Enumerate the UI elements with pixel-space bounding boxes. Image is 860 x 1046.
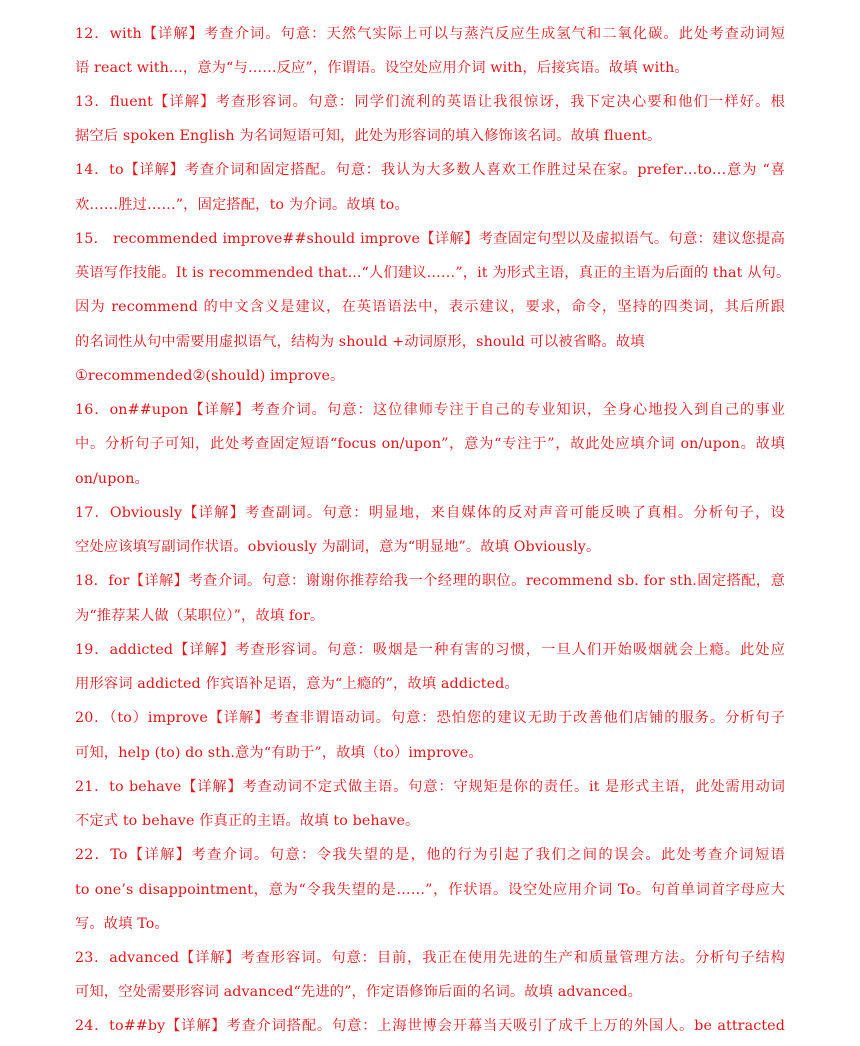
text-line: 22．To【详解】考查介词。句意：令我失望的是，他的行为引起了我们之间的误会。此处考查介词短语	[75, 847, 785, 863]
text-line: 用形容词 addicted 作宾语补足语，意为“上瘾的”，故填 addicted。	[75, 676, 519, 692]
text-line: 19．addicted【详解】考查形容词。句意：吸烟是一种有害的习惯，一旦人们开始吸烟就会上瘾。此处应	[75, 642, 785, 658]
text-line: 的名词性从句中需要用虚拟语气，结构为 should +动词原形，should 可以被省略。故填	[75, 334, 645, 350]
text-line: 可知，空处需要形容词 advanced“先进的”，作定语修饰后面的名词。故填 advanced。	[75, 984, 643, 1000]
text-line: 不定式 to behave 作真正的主语。故填 to behave。	[75, 813, 420, 829]
text-line: 21．to behave【详解】考查动词不定式做主语。句意：守规矩是你的责任。it 是形式主语，此处需用动词	[75, 779, 785, 795]
text-line: 英语写作技能。It is recommended that...“人们建议……”，it 为形式主语，真正的主语为后面的 that 从句。	[75, 265, 791, 281]
text-line: 为“推荐某人做（某职位）”，故填 for。	[75, 608, 325, 624]
text-line: 24．to##by【详解】考查介词搭配。句意：上海世博会开幕当天吸引了成千上万的外国人。be attracted	[75, 1018, 785, 1034]
text-line: 16．on##upon【详解】考查介词。句意：这位律师专注于自己的专业知识，全身心地投入到自己的事业	[75, 402, 785, 418]
text-line: 17．Obviously【详解】考查副词。句意：明显地，来自媒体的反对声音可能反映了真相。分析句子，设	[75, 505, 785, 521]
text-line: to one’s disappointment，意为“令我失望的是……”，作状语。设空处应用介词 To。句首单词首字母应大	[75, 882, 785, 898]
text-line: 13．fluent【详解】考查形容词。句意：同学们流利的英语让我很惊讶，我下定决心要和他们一样好。根	[75, 94, 785, 110]
text-line: 据空后 spoken English 为名词短语可知，此处为形容词的填入修饰该名词。故填 fluent。	[75, 128, 662, 144]
text-line: 中。分析句子可知，此处考查固定短语“focus on/upon”，意为“专注于”，故此处应填介词 on/upon。故填	[75, 436, 785, 452]
text-line: 语 react with...，意为“与……反应”，作谓语。设空处应用介词 with，后接宾语。故填 with。	[75, 60, 689, 76]
text-line: 写。故填 To。	[75, 916, 169, 932]
text-line: 18．for【详解】考查介词。句意：谢谢你推荐给我一个经理的职位。recommend sb. for sth.固定搭配，意	[75, 573, 785, 589]
text-line: ①recommended②(should) improve。	[75, 368, 345, 384]
text-line: 可知，help (to) do sth.意为“有助于”，故填（to）improve。	[75, 745, 483, 761]
text-line: 23．advanced【详解】考查形容词。句意：目前，我正在使用先进的生产和质量管理方法。分析句子结构	[75, 950, 785, 966]
text-line: 15． recommended improve##should improve【详解】考查固定句型以及虚拟语气。句意：建议您提高	[75, 231, 785, 247]
text-line: 欢……胜过……”，固定搭配，to 为介词。故填 to。	[75, 197, 409, 213]
text-line: on/upon。	[75, 471, 149, 487]
text-line: 12．with【详解】考查介词。句意：天然气实际上可以与蒸汽反应生成氢气和二氧化碳。此处考查动词短	[75, 26, 785, 42]
text-line: 空处应该填写副词作状语。obviously 为副词，意为“明显地”。故填 Obviously。	[75, 539, 601, 555]
text-line: 因为 recommend 的中文含义是建议，在英语语法中，表示建议，要求，命令，坚持的四类词，其后所跟	[75, 299, 785, 315]
text-line: 20．（to）improve【详解】考查非谓语动词。句意：恐怕您的建议无助于改善他们店铺的服务。分析句子	[75, 710, 785, 726]
text-line: 14．to【详解】考查介词和固定搭配。句意：我认为大多数人喜欢工作胜过呆在家。prefer…to…意为 “喜	[75, 162, 785, 178]
